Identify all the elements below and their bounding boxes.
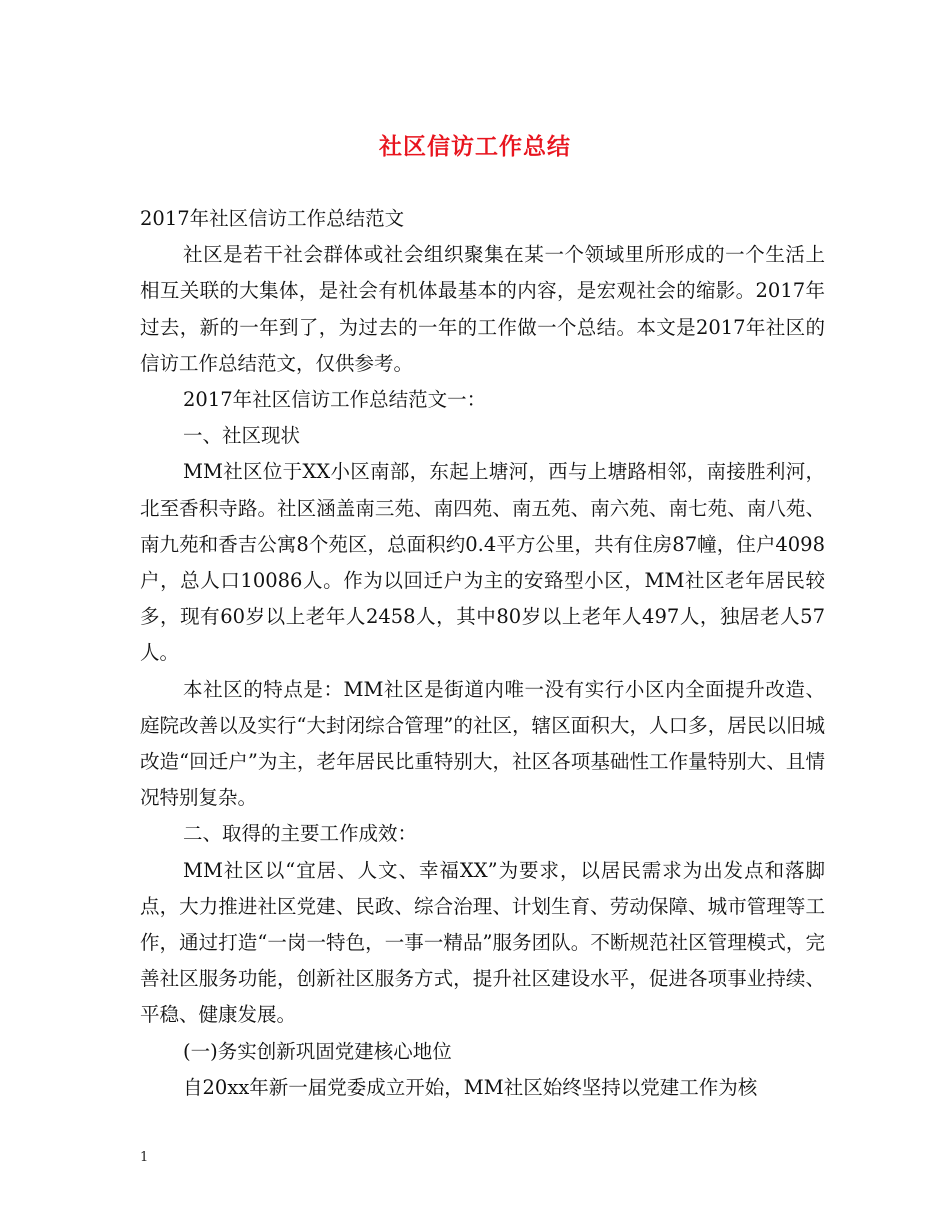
paragraph: 社区是若干社会群体或社会组织聚集在某一个领域里所形成的一个生活上相互关联的大集体，是社会有机体最基本的内容，是宏观社会的缩影。2017年过去，新的一年到了，为过去的一年的工作做一个总结。本文是2017年社区的信访工作总结范文，仅供参考。	[140, 243, 825, 375]
subsection-heading: (一)务实创新巩固党建核心地位	[183, 1039, 452, 1063]
paragraph: MM社区以“宜居、人文、幸福XX”为要求，以居民需求为出发点和落脚点，大力推进社区党建、民政、综合治理、计划生育、劳动保障、城市管理等工作，通过打造“一岗一特色，一事一精品”服务团队。不断规范社区管理模式，完善社区服务功能，创新社区服务方式，提升社区建设水平，促进各项事业持续、平稳、健康发展。	[140, 858, 825, 1027]
paragraph: 自20xx年新一届党委成立开始，MM社区始终坚持以党建工作为核	[183, 1075, 758, 1099]
paragraph: 本社区的特点是：MM社区是街道内唯一没有实行小区内全面提升改造、庭院改善以及实行“大封闭综合管理”的社区，辖区面积大，人口多，居民以旧城改造“回迁户”为主，老年居民比重特别大，社区各项基础性工作量特别大、且情况特别复杂。	[140, 677, 825, 810]
paragraph: 2017年社区信访工作总结范文	[140, 207, 405, 230]
section-heading: 二、取得的主要工作成效：	[183, 822, 418, 846]
page-number: 1	[140, 1150, 149, 1165]
document-body	[140, 201, 825, 1106]
paragraph: MM社区位于XX小区南部，东起上塘河，西与上塘路相邻，南接胜利河，北至香积寺路。社区涵盖南三苑、南四苑、南五苑、南六苑、南七苑、南八苑、南九苑和香吉公寓8个苑区，总面积约0.4平方公里，共有住房87幢，住户4098户，总人口10086人。作为以回迁户为主的安臵型小区，MM社区老年居民较多，现有60岁以上老年人2458人，其中80岁以上老年人497人，独居老人57人。	[140, 460, 825, 665]
section-heading: 一、社区现状	[183, 424, 301, 448]
paragraph: 2017年社区信访工作总结范文一：	[183, 388, 487, 412]
document-title: 社区信访工作总结	[379, 133, 571, 160]
